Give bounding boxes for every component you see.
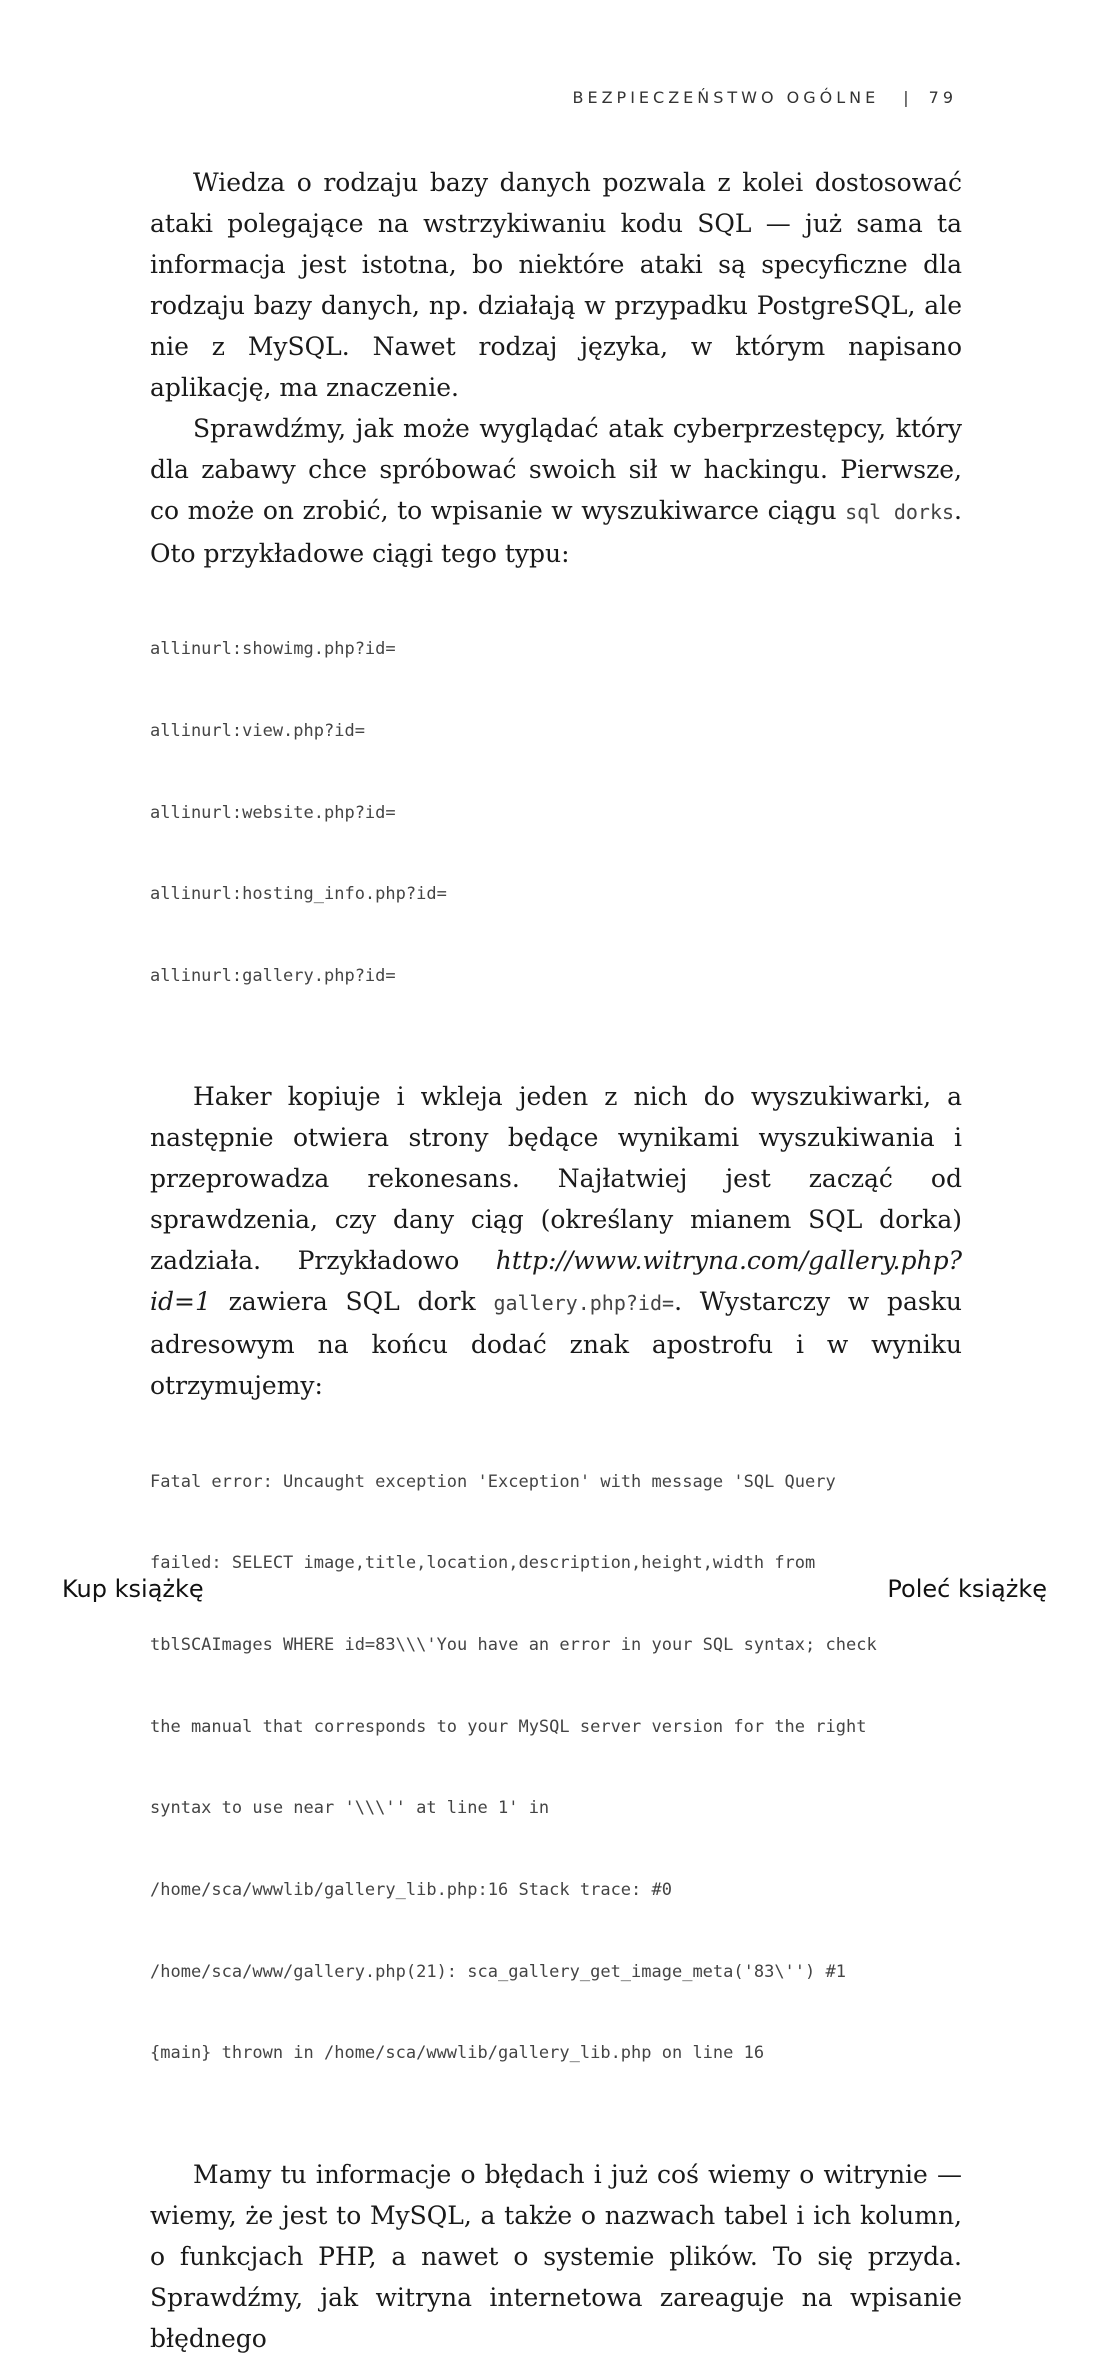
code-line: tblSCAImages WHERE id=83\\\'You have an error in your SQL syntax; check: [150, 1635, 877, 1656]
page-number: 79: [928, 88, 957, 107]
code-line: /home/sca/www/gallery.php(21): sca_gallery_get_image_meta('83\'') #1: [150, 1961, 846, 1982]
code-line: failed: SELECT image,title,location,description,height,width from: [150, 1553, 816, 1574]
paragraph-3: [150, 1076, 962, 1406]
buy-book-link[interactable]: Kup książkę: [62, 1575, 204, 1603]
paragraph-4: Mamy tu informacje o błędach i już coś wiemy o witrynie — wiemy, że jest to MySQL, a także o nazwach tabel i ich kolumn, o funkcjach PHP, a nawet o systemie plików. To się przyda. Sprawdźmy, jak witryna internetowa zareaguje na wpisanie błędnego: [150, 2159, 962, 2353]
code-line: allinurl:view.php?id=: [150, 721, 365, 742]
paragraph-3-text-a: Haker kopiuje i wkleja jeden z nich do wyszukiwarki, a następnie otwiera strony będące wynikami wyszukiwania i przeprowadza rekonesans. Najłatwiej jest zacząć od sprawdzenia, czy dany ciąg (określany mianem SQL dorka) zadziała. Przykładowo: [150, 1082, 962, 1276]
code-line: the manual that corresponds to your MySQL server version for the right: [150, 1716, 867, 1737]
code-line: syntax to use near '\\\'' at line 1' in: [150, 1798, 550, 1819]
paragraph-2-text-a: Sprawdźmy, jak może wyglądać atak cyberprzestępcy, który dla zabawy chce spróbować swoich sił w hackingu. Pierwsze, co może on zrobić, to wpisanie w wyszukiwarce ciągu: [150, 414, 962, 525]
dork-list-code-block: [150, 582, 962, 1044]
code-line: allinurl:showimg.php?id=: [150, 639, 396, 660]
error-output-code-block: [150, 1414, 962, 2121]
chapter-title: BEZPIECZEŃSTWO OGÓLNE: [572, 88, 880, 107]
paragraph-2-text-b: . Oto przykładowe ciągi tego typu:: [150, 496, 962, 568]
code-line: /home/sca/wwwlib/gallery_lib.php:16 Stack trace: #0: [150, 1879, 672, 1900]
page-content: [150, 162, 962, 2359]
recommend-book-link[interactable]: Poleć książkę: [887, 1575, 1047, 1603]
paragraph-3-text-c: . Wystarczy w pasku adresowym na końcu dodać znak apostrofu i w wyniku otrzymujemy:: [150, 1287, 962, 1401]
code-line: allinurl:website.php?id=: [150, 802, 396, 823]
running-header: [573, 88, 958, 107]
paragraph-2: [150, 408, 962, 574]
code-line: allinurl:gallery.php?id=: [150, 965, 396, 986]
code-line: {main} thrown in /home/sca/wwwlib/gallery_lib.php on line 16: [150, 2043, 765, 2064]
paragraph-3-text-b: zawiera SQL dork: [210, 1287, 494, 1317]
paragraph-1: Wiedza o rodzaju bazy danych pozwala z kolei dostosować ataki polegające na wstrzykiwaniu kodu SQL — już sama ta informacja jest istotna, bo niektóre ataki są specyficzne dla rodzaju bazy danych, np. działają w przypadku PostgreSQL, ale nie z MySQL. Nawet rodzaj języka, w którym napisano aplikację, ma znaczenie.: [150, 168, 962, 402]
example-url: http://www.witryna.com/gallery.php?id=1: [150, 1246, 962, 1317]
code-line: Fatal error: Uncaught exception 'Exception' with message 'SQL Query: [150, 1471, 836, 1492]
header-separator: |: [903, 88, 909, 107]
inline-code-gallery: gallery.php?id=: [493, 1291, 675, 1316]
code-line: allinurl:hosting_info.php?id=: [150, 884, 447, 905]
inline-code-sql-dorks: sql dorks: [845, 500, 955, 524]
